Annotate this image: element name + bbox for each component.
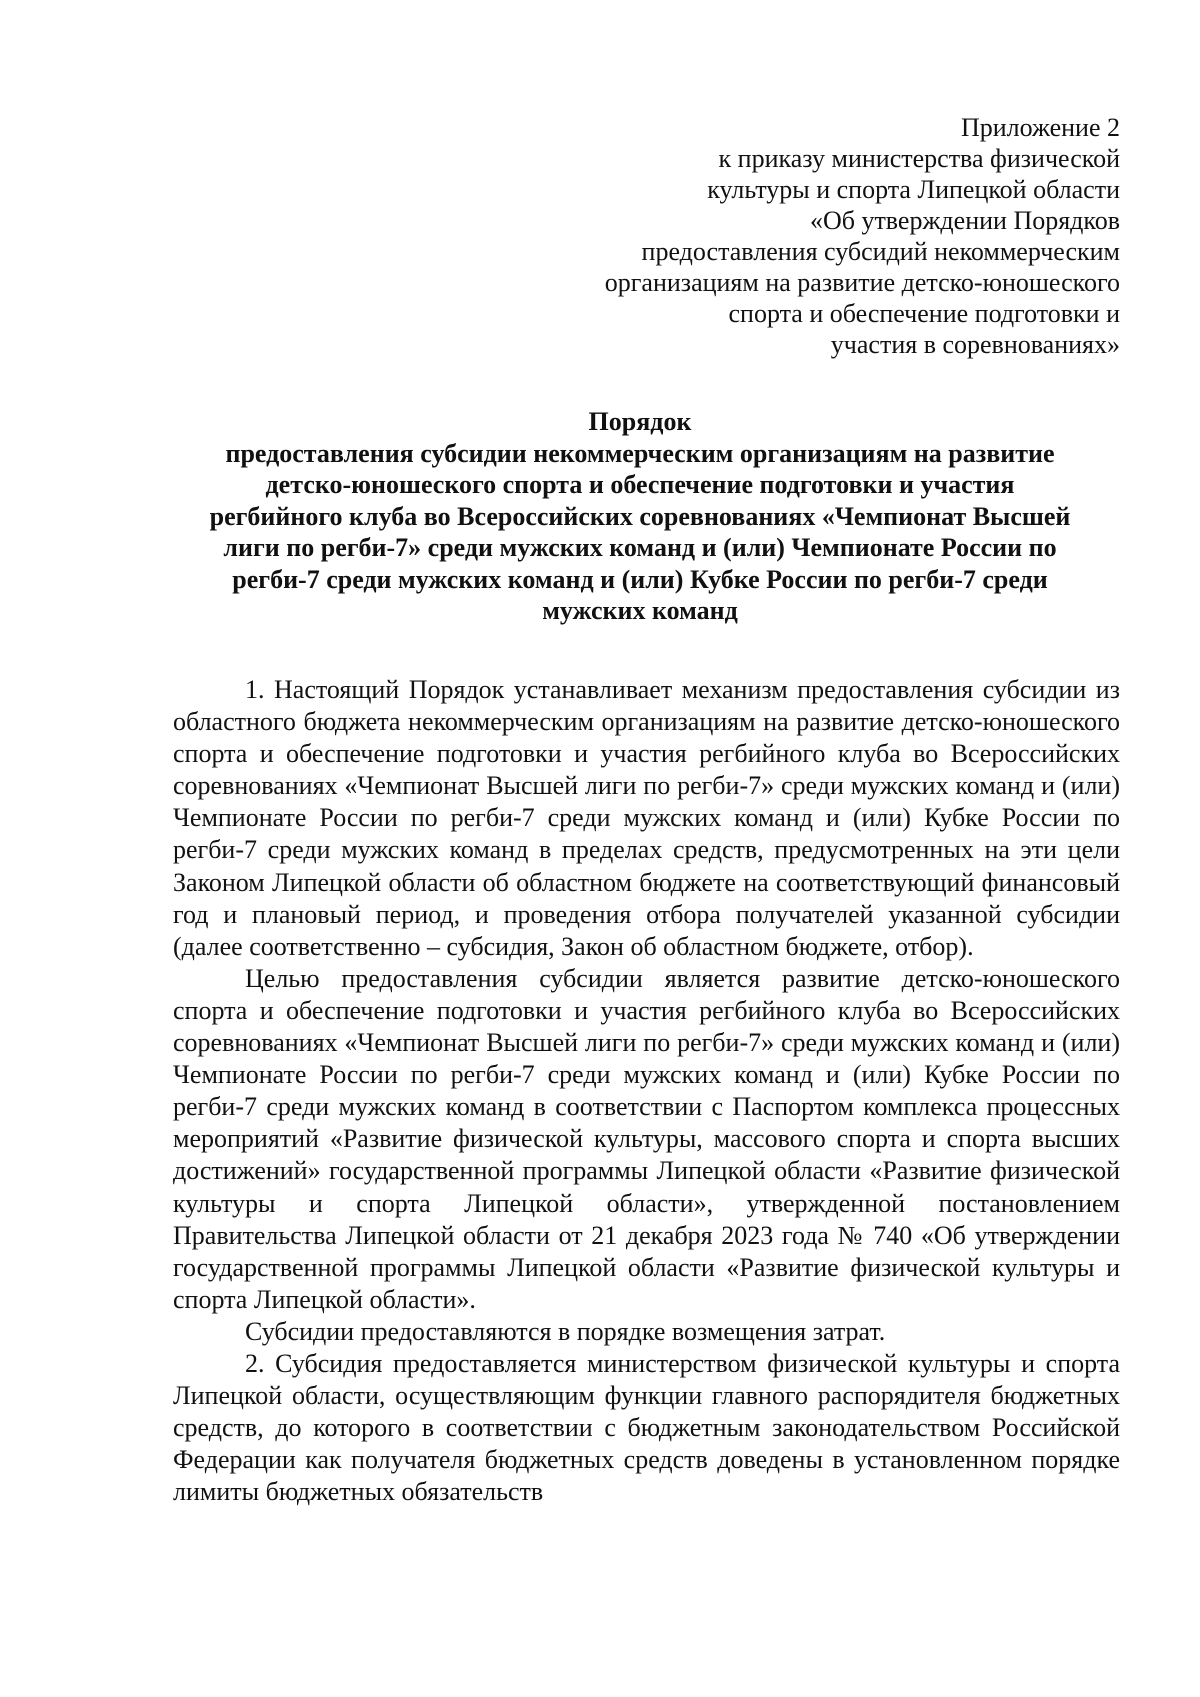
appendix-line: Приложение 2 — [960, 113, 1120, 142]
appendix-line: «Об утверждении Порядков — [809, 206, 1120, 235]
paragraph-1: 1. Настоящий Порядок устанавливает механизм предоставления субсидии из областного бюджета некоммерческим организациям на развитие детско-юношеского спорта и обеспечение подготовки и участия регбийного клуба во Всероссийских соревнованиях «Чемпионат Высшей лиги по регби-7» среди мужских команд и (или) Чемпионате России по регби-7 среди мужских команд и (или) Кубке России по регби-7 среди мужских команд в пределах средств, предусмотренных на эти цели Законом Липецкой области об областном бюджете на соответствующий финансовый год и плановый период, и проведения отбора получателей указанной субсидии (далее соответственно – субсидия, Закон об областном бюджете, отбор). — [173, 675, 1120, 961]
title-line: регби-7 среди мужских команд и (или) Кубке России по регби-7 среди — [232, 564, 1048, 594]
appendix-reference — [480, 112, 1120, 360]
appendix-line: культуры и спорта Липецкой области — [707, 175, 1120, 204]
title-heading: Порядок — [588, 407, 692, 436]
title-line: лиги по регби-7» среди мужских команд и (или) Чемпионате России по — [223, 533, 1057, 562]
title-line: мужских команд — [542, 596, 738, 625]
title-line: регбийного клуба во Всероссийских соревнованиях «Чемпионат Высшей — [209, 501, 1071, 531]
paragraph-goal: Целью предоставления субсидии является развитие детско-юношеского спорта и обеспечение подготовки и участия регбийного клуба во Всероссийских соревнованиях «Чемпионат Высшей лиги по регби-7» среди мужских команд и (или) Чемпионате России по регби-7 среди мужских команд и (или) Кубке России по регби-7 среди мужских команд в соответствии с Паспортом комплекса процессных мероприятий «Развитие физической культуры, массового спорта и спорта высших достижений» государственной программы Липецкой области «Развитие физической культуры и спорта Липецкой области», утвержденной постановлением Правительства Липецкой области от 21 декабря 2023 года № 740 «Об утверждении государственной программы Липецкой области «Развитие физической культуры и спорта Липецкой области». — [173, 963, 1120, 1314]
appendix-line: к приказу министерства физической — [718, 144, 1120, 173]
appendix-line: участия в соревнованиях» — [830, 330, 1120, 359]
title-line: предоставления субсидии некоммерческим организациям на развитие — [225, 438, 1055, 468]
paragraph-2: 2. Субсидия предоставляется министерством физической культуры и спорта Липецкой области, осуществляющим функции главного распорядителя бюджетных средств, до которого в соответствии с бюджетным законодательством Российской Федерации как получателя бюджетных средств доведены в установленном порядке лимиты бюджетных обязательств — [173, 1348, 1120, 1507]
title-line: детско-юношеского спорта и обеспечение подготовки и участия — [265, 470, 1015, 499]
document-title — [160, 406, 1120, 627]
appendix-line: организациям на развитие детско-юношеского — [604, 268, 1120, 297]
document-body — [173, 674, 1120, 1508]
appendix-line: предоставления субсидий некоммерческим — [641, 237, 1120, 266]
paragraph-reimbursement: Субсидии предоставляются в порядке возмещения затрат. — [245, 1316, 886, 1346]
appendix-line: спорта и обеспечение подготовки и — [728, 299, 1120, 328]
